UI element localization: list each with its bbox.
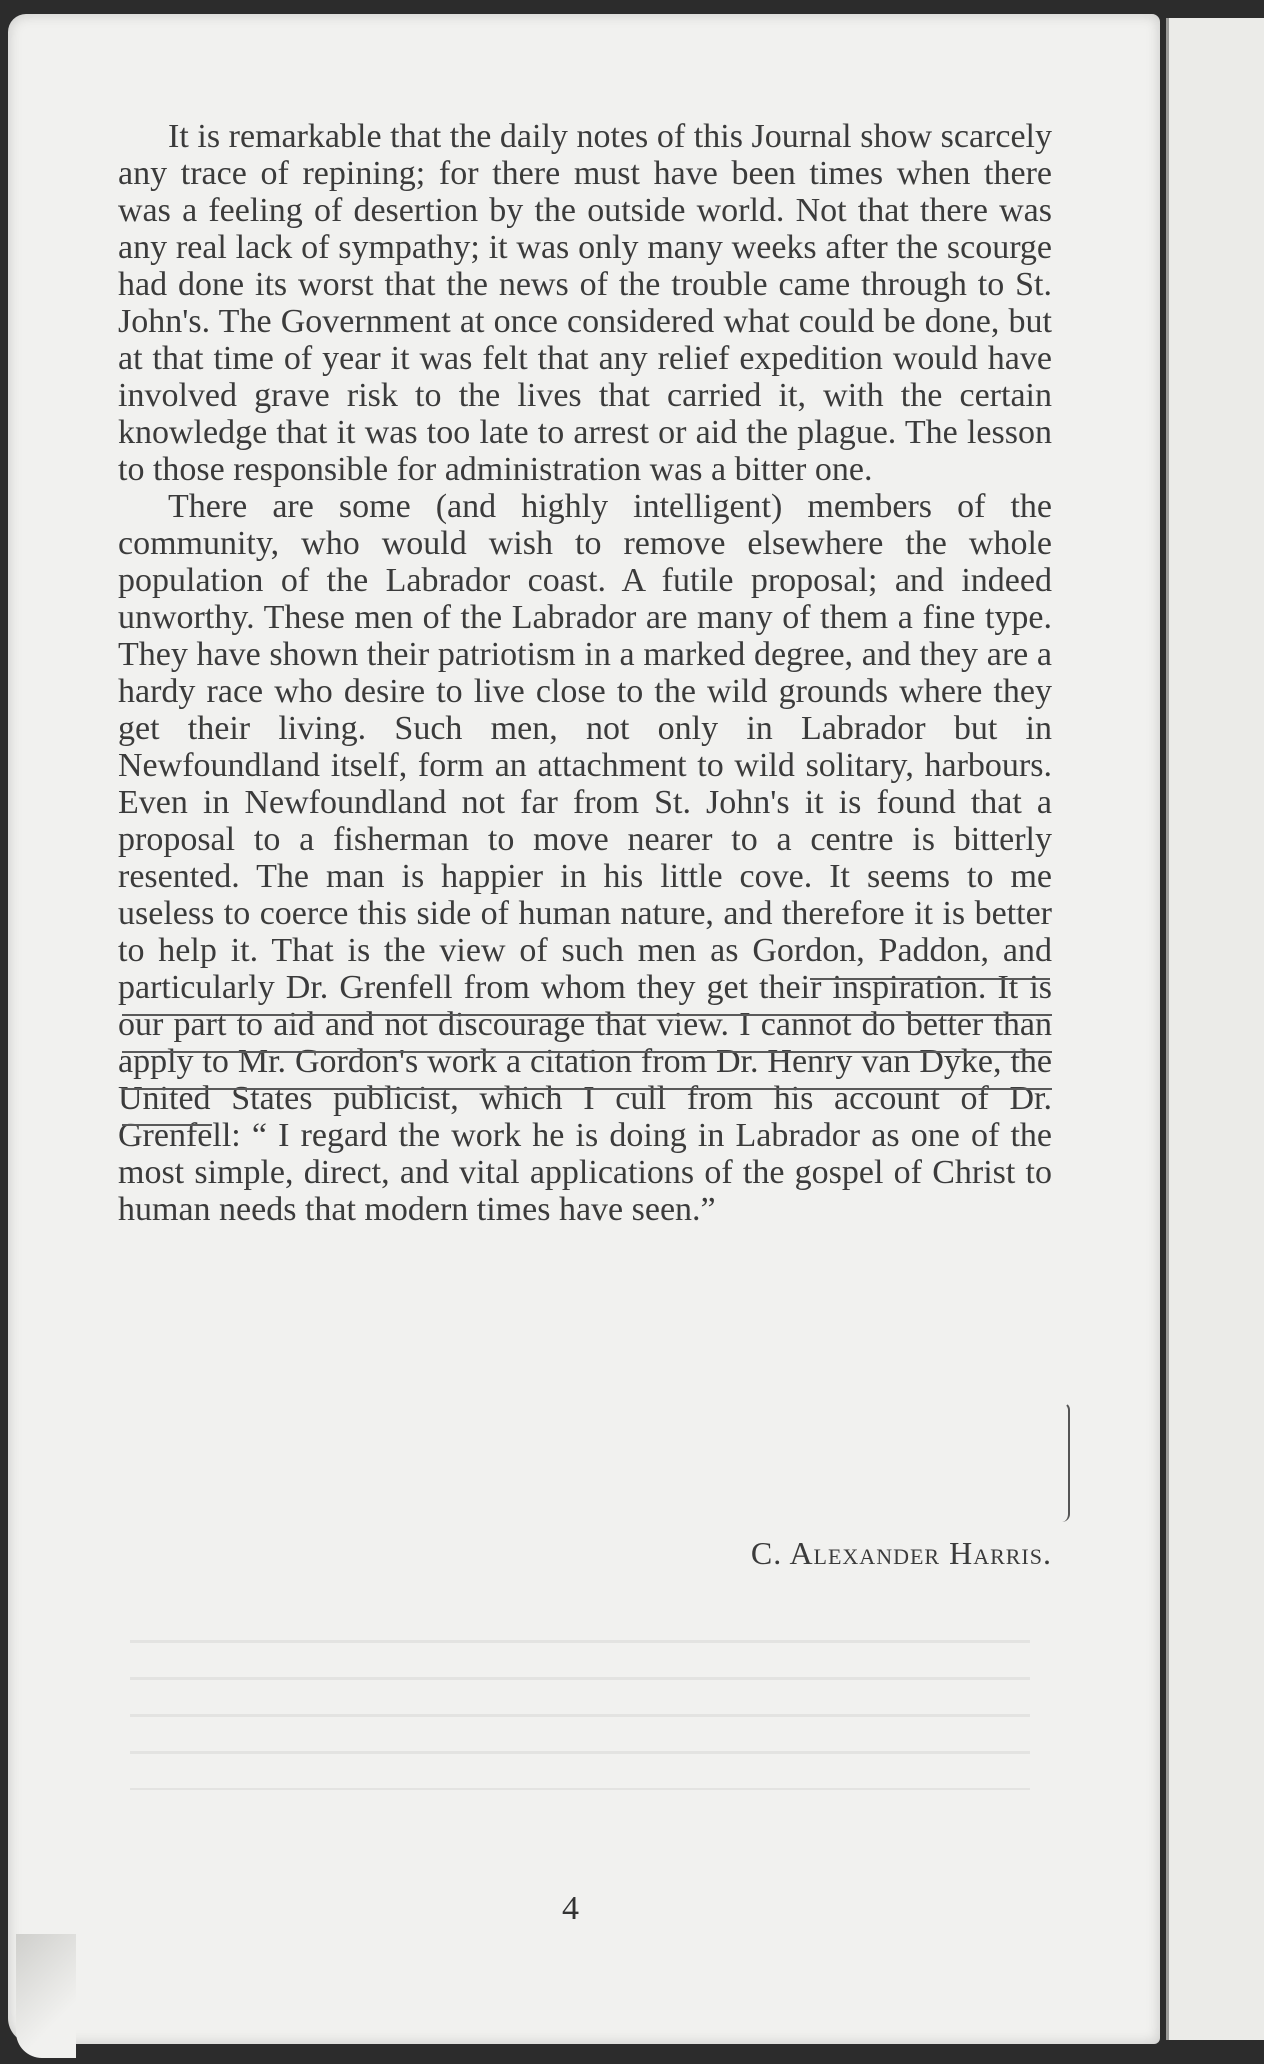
pencil-underline bbox=[122, 1088, 1052, 1090]
pencil-underline bbox=[122, 1051, 1052, 1053]
pencil-underline bbox=[810, 978, 1050, 980]
author-signature: C. Alexander Harris. bbox=[750, 1535, 1052, 1571]
pencil-margin-bracket bbox=[1058, 1402, 1070, 1522]
paragraph-labrador: There are some (and highly intelligent) members of the community, who would wish to remove elsewhere the whole population of the Labrador coast. A futile proposal; and indeed unworthy. These men of the Labrador are many of them a fine type. They have shown their patriotism in a marked degree, and they are a hardy race who desire to live close to the wild grounds where they get their living. Such men, not only in Labrador but in Newfoundland itself, form an attachment to wild solitary, harbours. Even in Newfoundland not far from St. John's it is found that a proposal to a fisherman to move nearer to a centre is bitterly resented. The man is happier in his little cove. It seems to me useless to coerce this side of human nature, and therefore it is better to help it. That is the view of such men as Gordon, Paddon, and particularly Dr. Grenfell from whom they get their inspiration. It is our part to aid and not discourage that view. I cannot do better than apply to Mr. Gordon's work a citation from Dr. Henry van Dyke, the United States publicist, which I cull from his account of Dr. Grenfell: “ I regard the work he is doing in Labrador as one of the most simple, direct, and vital applications of the gospel of Christ to human needs that modern times have seen.” bbox=[118, 488, 1052, 1228]
pencil-underline bbox=[122, 1124, 212, 1126]
paragraph-journal: It is remarkable that the daily notes of this Journal show scarcely any trace of repining; for there must have been times when there was a feeling of desertion by the outside world. Not that there was any real lack of sympathy; it was only many weeks after the scourge had done its worst that the news of the trouble came through to St. John's. The Government at once considered what could be done, but at that time of year it was felt that any relief expedition would have involved grave risk to the lives that carried it, with the certain knowledge that it was too late to arrest or aid the plague. The lesson to those responsible for administration was a bitter one. bbox=[118, 118, 1052, 488]
page-number: 4 bbox=[562, 1890, 579, 1927]
page-corner-curl bbox=[16, 1934, 76, 2058]
bleed-through-text bbox=[130, 1640, 1030, 1790]
body-text bbox=[118, 118, 1052, 1228]
facing-page-edge bbox=[1166, 18, 1264, 2040]
pencil-underline bbox=[122, 1014, 1052, 1016]
